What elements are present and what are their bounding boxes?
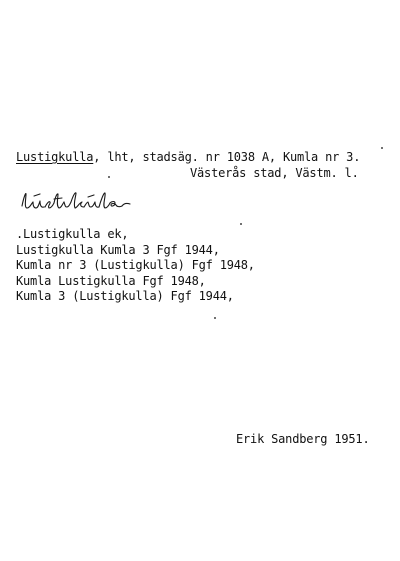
reference-item: Kumla 3 (Lustigkulla) Fgf 1944, [16,289,234,303]
ink-speck [214,317,216,319]
handwriting-drawing [18,186,178,216]
reference-item: Kumla Lustigkulla Fgf 1948, [16,273,206,288]
handwritten-phonetic [18,186,178,220]
reference-item: Kumla nr 3 (Lustigkulla) Fgf 1948, [16,258,255,272]
ink-speck [381,147,383,149]
location-line: Västerås stad, Västm. l. [190,166,359,180]
reference-item: Lustigkulla Kumla 3 Fgf 1944, [16,242,220,257]
ink-speck [108,176,110,178]
reference-list [16,227,255,305]
ink-speck [240,223,242,225]
header-details: , lht, stadsäg. nr 1038 A, Kumla nr 3. [93,150,361,164]
signature-line: Erik Sandberg 1951. [236,432,370,446]
reference-item: .Lustigkulla ek, [16,227,129,241]
card-header [16,150,360,164]
headword: Lustigkulla [16,150,94,164]
